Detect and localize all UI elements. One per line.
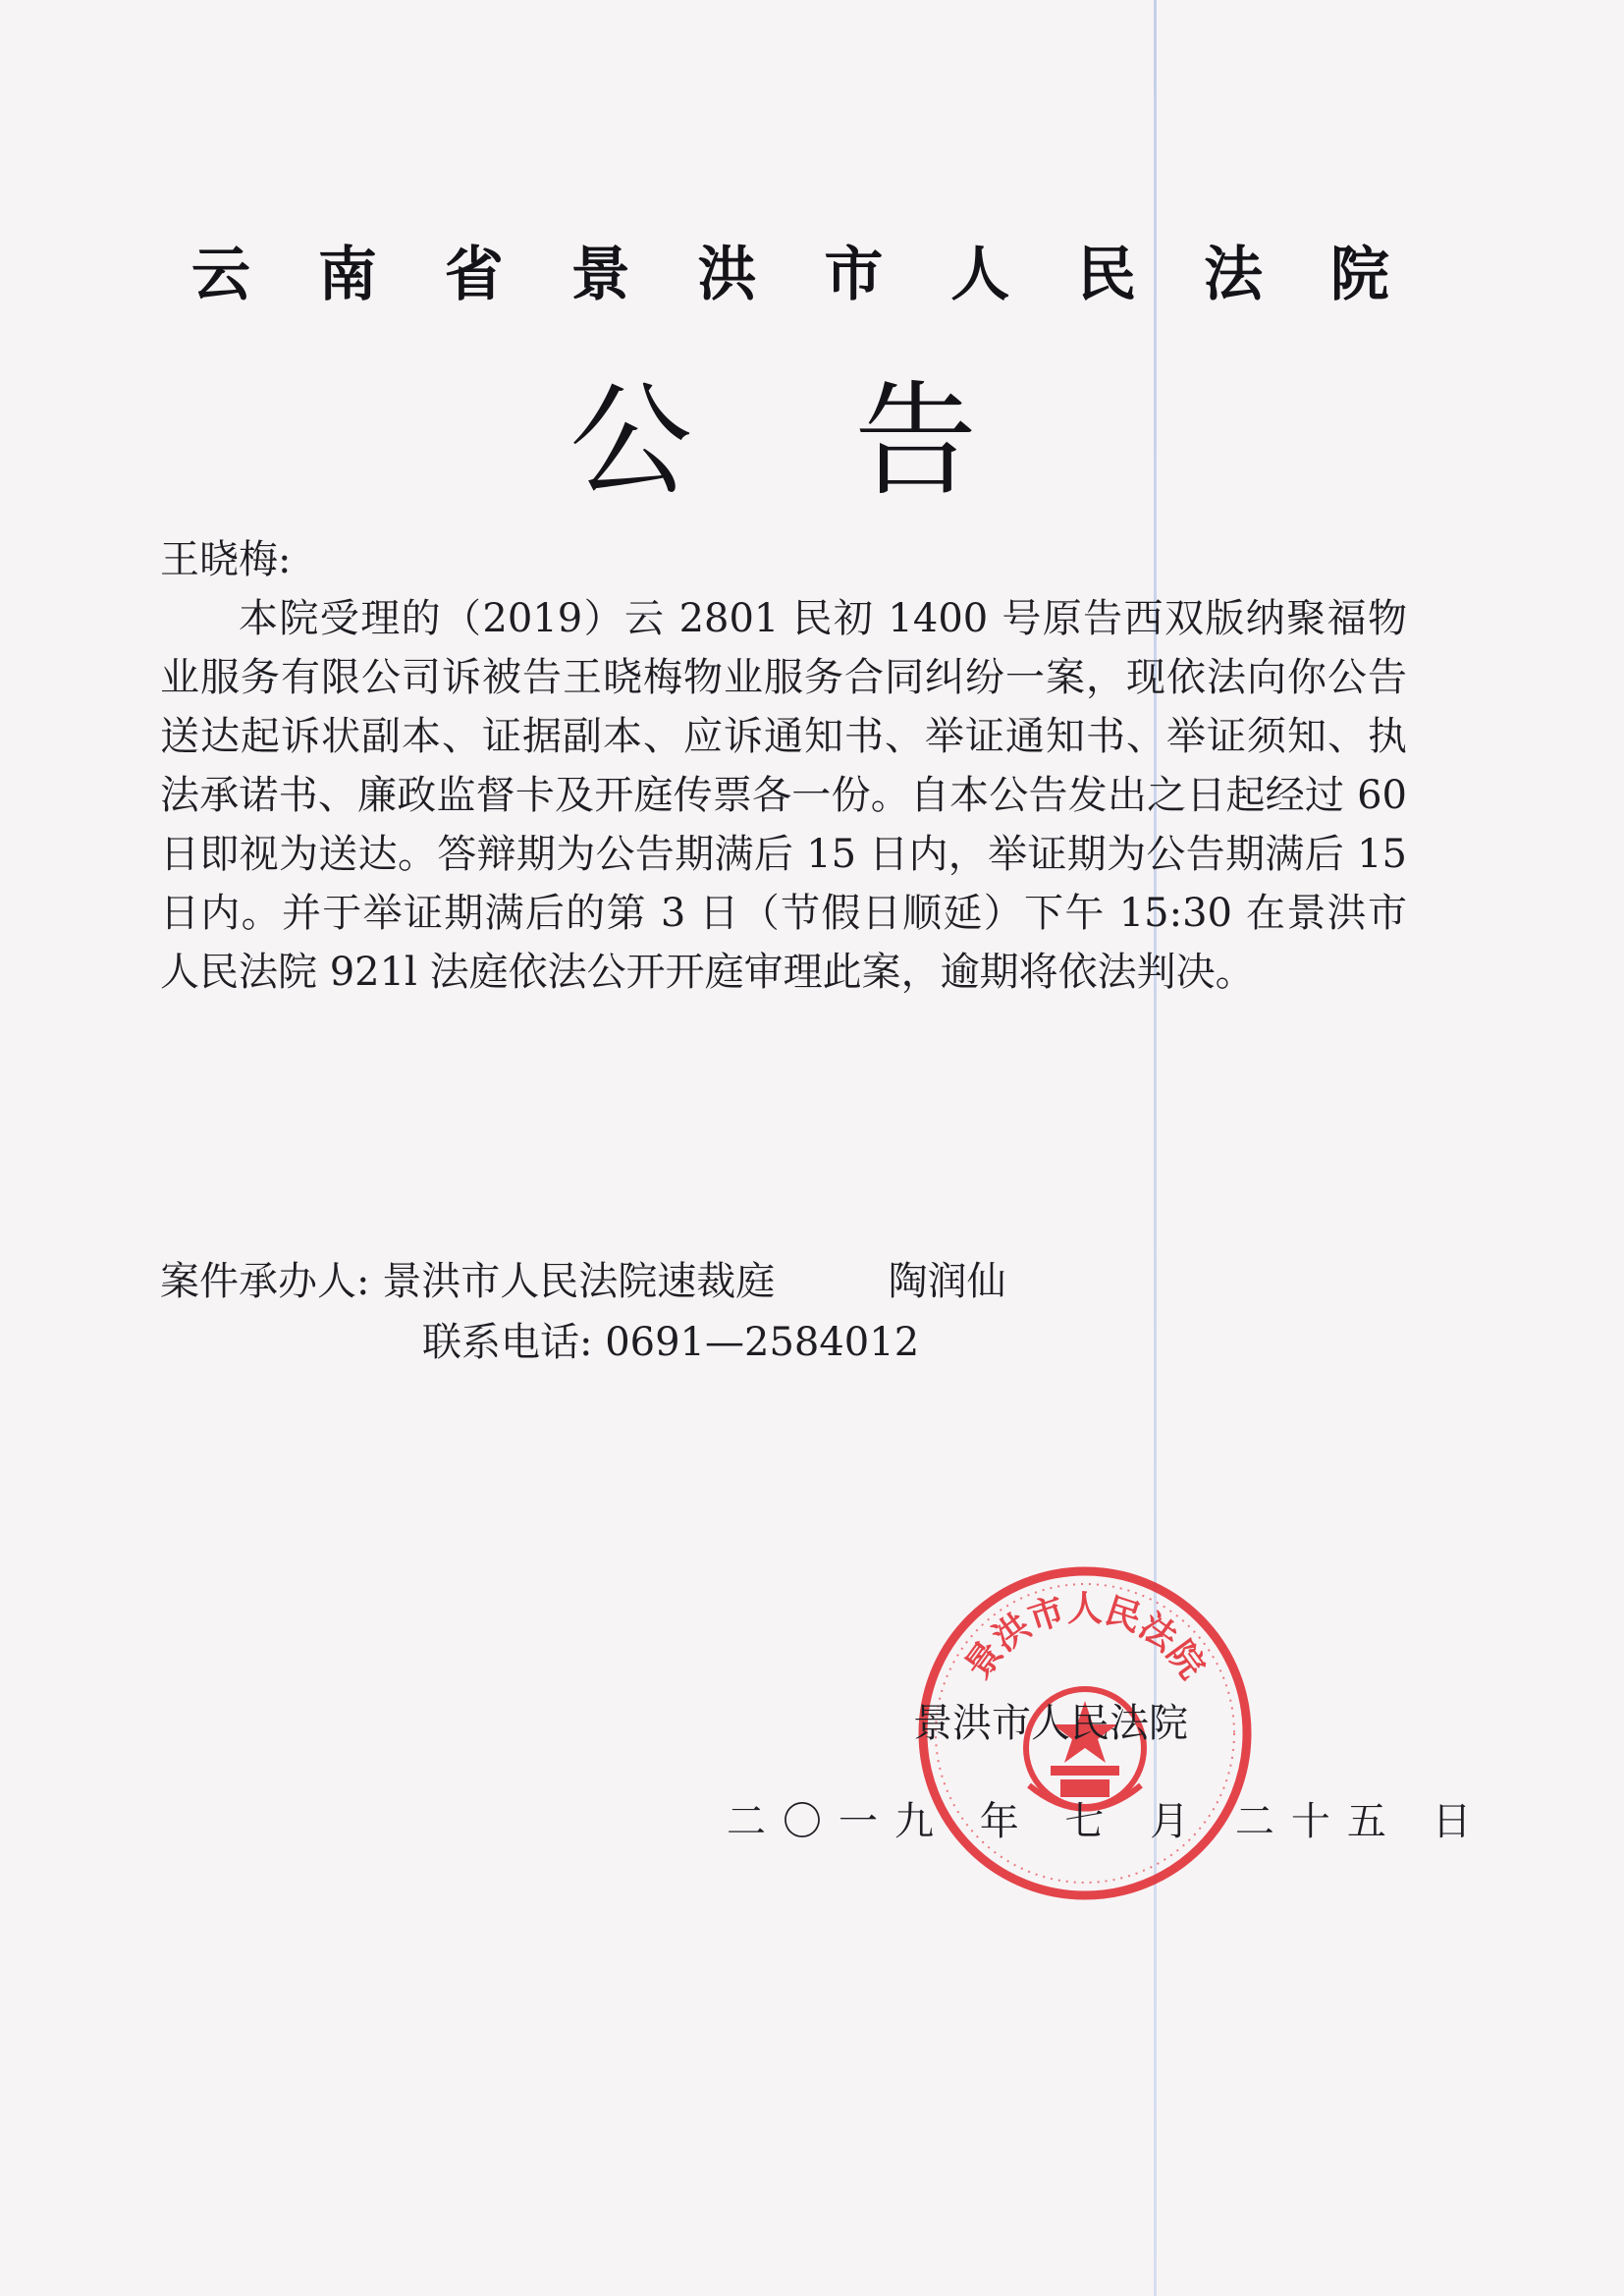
addressee: 王晓梅: (160, 537, 292, 582)
handler-label: 案件承办人: (160, 1259, 370, 1304)
court-title-char: 南 (317, 241, 377, 309)
seal-text: 景洪市人民法院 (957, 1589, 1213, 1687)
handler-org: 景洪市人民法院速裁庭 (382, 1259, 776, 1304)
court-title-char: 院 (1329, 241, 1389, 309)
phone-number: 0691—2584012 (605, 1320, 920, 1365)
court-title-char: 云 (191, 241, 250, 309)
court-title-char: 民 (1077, 241, 1137, 309)
court-title (191, 236, 1389, 314)
phone-line (422, 1313, 919, 1372)
scan-artifact-line (1154, 0, 1157, 2296)
document-type-heading: 公告 (569, 370, 1139, 513)
court-title-char: 人 (950, 241, 1010, 309)
court-title-char: 法 (1204, 241, 1263, 309)
signing-date: 二〇一九 年 七 月 二十五 日 (727, 1799, 1489, 1844)
court-title-char: 洪 (697, 241, 757, 309)
handler-name: 陶润仙 (888, 1259, 1006, 1304)
notice-body: 本院受理的（2019）云 2801 民初 1400 号原告西双版纳聚福物业服务有限公司诉被告王晓梅物业服务合同纠纷一案，现依法向你公告送达起诉状副本、证据副本、应诉通知书、举证通知书、举证须知、执法承诺书、廉政监督卡及开庭传票各一份。自本公告发出之日起经过 60 日即视为送达。答辩期为公告期满后 15 日内，举证期为公告期满后 15 日内。并于举证期满后的第 3 日（节假日顺延）下午 15:30 在景洪市人民法院 921l 法庭依法公开开庭审理此案，逾期将依法判决。 (160, 596, 1407, 995)
phone-label: 联系电话: (422, 1320, 593, 1365)
court-title-char: 省 (444, 241, 504, 309)
signing-court: 景洪市人民法院 (913, 1701, 1188, 1746)
court-title-char: 市 (824, 241, 884, 309)
case-handler-line (160, 1252, 1006, 1311)
court-title-char: 景 (570, 241, 630, 309)
